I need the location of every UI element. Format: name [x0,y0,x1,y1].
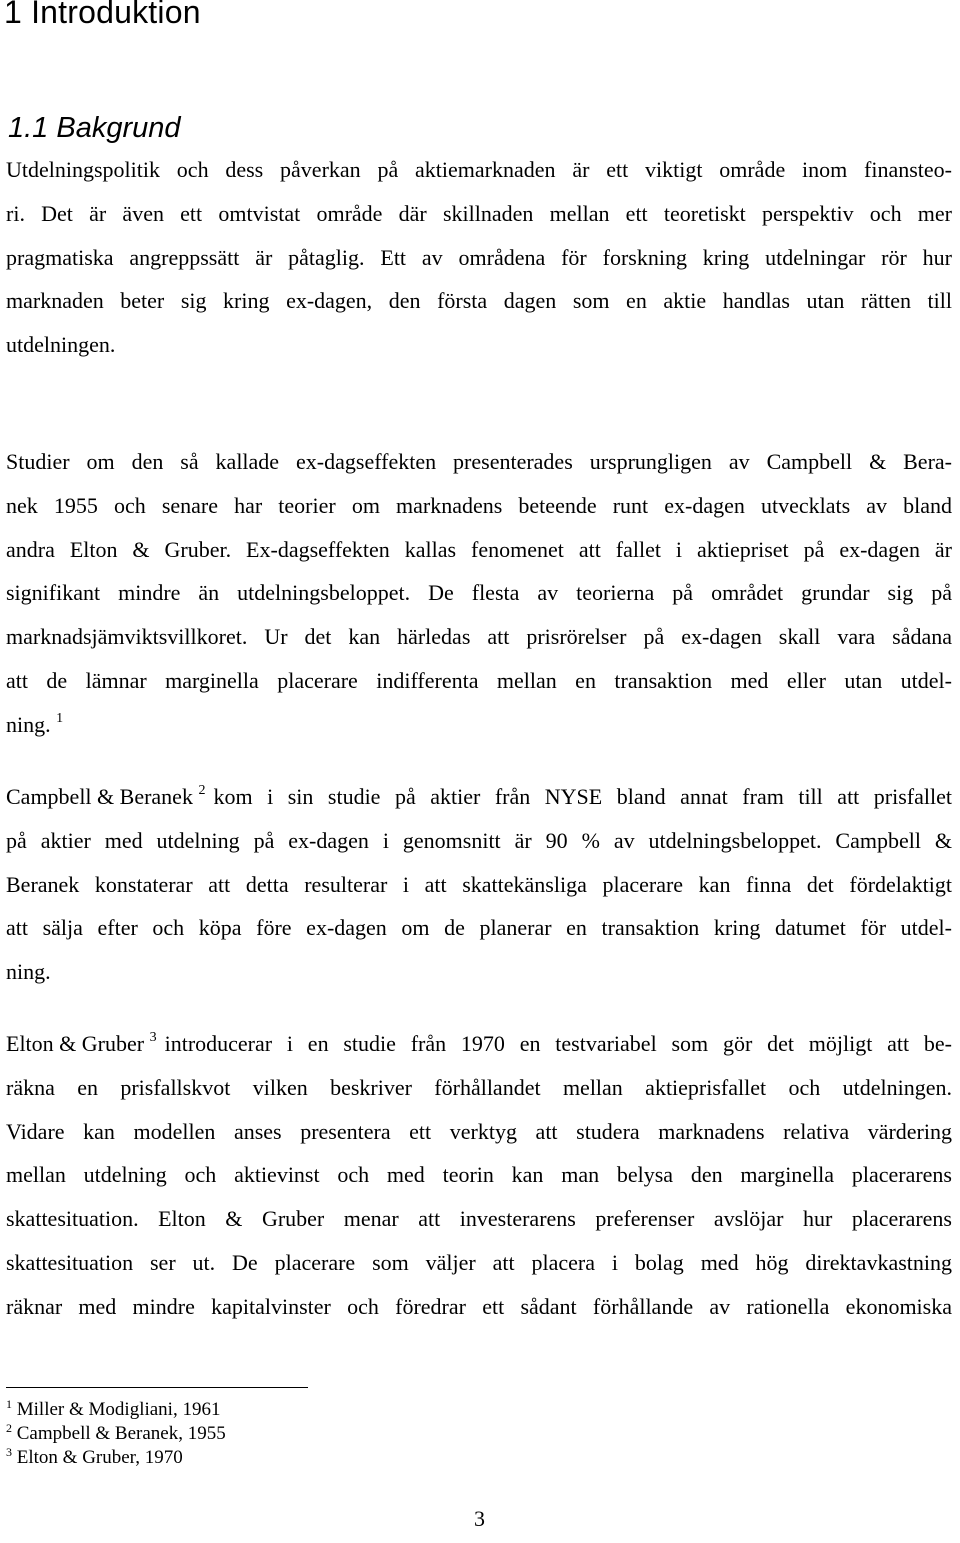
paragraph-line: marknadsjämviktsvillkoret. Ur det kan härledas att prisrörelser på ex-dagen skall vara sådana [6,624,952,650]
paragraph-line: räkna en prisfallskvot vilken beskriver förhållandet mellan aktieprisfallet och utdelningen. [6,1074,952,1100]
footnote-1 [6,1398,226,1422]
footnote-text: Elton & Gruber, 1970 [16,1447,183,1468]
paragraph-line: ri. Det är även ett omtvistat område där skillnaden mellan ett teoretiskt perspektiv och mer [6,200,952,226]
footnote-ref-2[interactable]: 2 [198,783,206,798]
paragraph-2 [6,440,952,747]
paragraph-line: räknar med mindre kapitalvinster och föredrar ett sådant förhållande av rationella ekonomiska [6,1293,952,1319]
paragraph-line: på aktier med utdelning på ex-dagen i genomsnitt är 90 % av utdelningsbeloppet. Campbell & [6,827,952,853]
footnote-2 [6,1422,226,1446]
paragraph-line: Beranek konstaterar att detta resulterar i att skattekänsliga placerare kan finna det fördelaktigt [6,871,952,897]
chapter-heading: 1 Introduktion [4,0,201,30]
paragraph-line: utdelningen. [6,332,116,358]
paragraph-line-start [6,775,205,819]
paragraph-line: marknaden beter sig kring ex-dagen, den första dagen som en aktie handlas utan rätten till [6,288,952,314]
paragraph-line: Utdelningspolitik och dess påverkan på aktiemarknaden är ett viktigt område inom finansteo- [6,157,952,182]
footnote-divider [6,1387,308,1388]
paragraph-line-rest: kom i sin studie på aktier från NYSE bland annat fram till att prisfallet [213,784,952,809]
section-heading: 1.1 Bakgrund [8,112,181,144]
paragraph-line-first [6,1022,952,1066]
paragraph-line: skattesituation. Elton & Gruber menar att investerarens preferenser avslöjar hur placerarens [6,1206,952,1232]
paragraph-line: Studier om den så kallade ex-dagseffekten presenterades ursprungligen av Campbell & Bera- [6,449,952,474]
paragraph-4 [6,1022,952,1329]
paragraph-line: skattesituation ser ut. De placerare som väljer att placera i bolag med hög direktavkastning [6,1249,952,1275]
footnote-text: Miller & Modigliani, 1961 [16,1399,221,1420]
footnote-3 [6,1446,226,1470]
author-ref: Campbell & Beranek [6,784,193,809]
paragraph-line-rest: introducerar i en studie från 1970 en testvariabel som gör det möjligt att be- [164,1031,952,1056]
footnote-number: 3 [6,1445,12,1459]
paragraph-line: Vidare kan modellen anses presentera ett verktyg att studera marknadens relativa värdering [6,1118,952,1144]
footnote-ref-1[interactable]: 1 [56,710,64,726]
author-ref: Elton & Gruber [6,1031,145,1056]
footnote-number: 2 [6,1421,12,1435]
paragraph-line: att sälja efter och köpa före ex-dagen om de planerar en transaktion kring datumet för utdel- [6,915,952,941]
page-number: 3 [474,1506,485,1531]
paragraph-line: pragmatiska angreppssätt är påtaglig. Ett av områdena för forskning kring utdelningar rör hur [6,244,952,270]
paragraph-line: signifikant mindre än utdelningsbeloppet. De flesta av teorierna på området grundar sig på [6,580,952,606]
paragraph-line: nek 1955 och senare har teorier om marknadens beteende runt ex-dagen utvecklats av bland [6,492,952,518]
footnote-number: 1 [6,1397,12,1411]
footnotes [6,1398,226,1470]
paragraph-line: mellan utdelning och aktievinst och med teorin kan man belysa den marginella placerarens [6,1162,952,1188]
paragraph-line-start [6,1022,157,1066]
footnote-text: Campbell & Beranek, 1955 [16,1423,226,1444]
paragraph-line: att de lämnar marginella placerare indifferenta mellan en transaktion med eller utan utdel- [6,667,952,693]
paragraph-line-last [6,703,952,747]
paragraph-3 [6,775,952,994]
paragraph-1 [6,148,952,367]
paragraph-line-first [6,775,952,819]
paragraph-line: ning. [6,959,51,985]
paragraph-line-text: ning. [6,711,51,737]
footnote-ref-3[interactable]: 3 [149,1030,157,1045]
paragraph-line: andra Elton & Gruber. Ex-dagseffekten kallas fenomenet att fallet i aktiepriset på ex-dagen är [6,536,952,562]
